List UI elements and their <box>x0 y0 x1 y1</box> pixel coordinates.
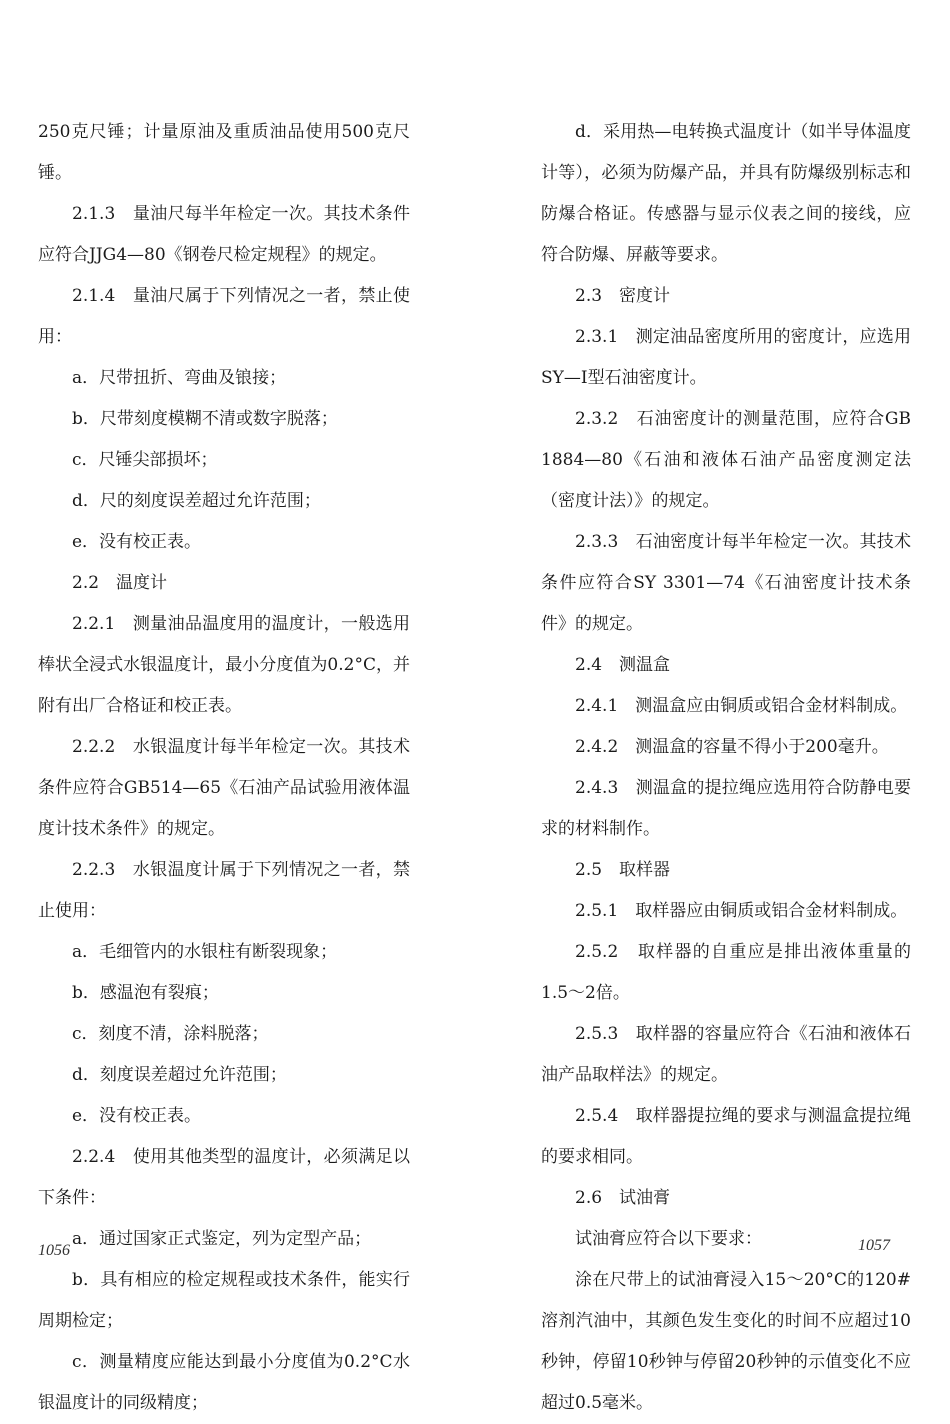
paragraph: 2.2 温度计 <box>72 573 168 593</box>
paragraph: 250克尺锤；计量原油及重质油品使用500克尺锤。 <box>38 122 410 183</box>
paragraph: b．感温泡有裂痕； <box>72 983 219 1003</box>
paragraph: 2.2.4 使用其他类型的温度计，必须满足以下条件： <box>38 1147 410 1208</box>
right-page-column <box>541 112 911 1424</box>
page-number-right: 1057 <box>858 1237 890 1254</box>
paragraph: 2.2.3 水银温度计属于下列情况之一者，禁止使用： <box>38 860 410 921</box>
paragraph: b．具有相应的检定规程或技术条件，能实行周期检定； <box>38 1270 410 1331</box>
paragraph: 2.4.1 测温盒应由铜质或铝合金材料制成。 <box>575 696 908 716</box>
left-page-column <box>38 112 410 1424</box>
paragraph: 2.3.1 测定油品密度所用的密度计，应选用SY—Ⅰ型石油密度计。 <box>541 327 911 388</box>
paragraph: 2.3.2 石油密度计的测量范围，应符合GB 1884—80《石油和液体石油产品密度测定法（密度计法）》的规定。 <box>541 409 911 511</box>
paragraph: e．没有校正表。 <box>72 1106 202 1126</box>
paragraph: 2.4.2 测温盒的容量不得小于200毫升。 <box>575 737 889 757</box>
paragraph: 涂在尺带上的试油膏浸入15～20°C的120#溶剂汽油中，其颜色发生变化的时间不应超过10秒钟，停留10秒钟与停留20秒钟的示值变化不应超过0.5毫米。 <box>541 1270 911 1413</box>
paragraph: a．毛细管内的水银柱有断裂现象； <box>72 942 338 962</box>
paragraph: 2.2.1 测量油品温度用的温度计，一般选用棒状全浸式水银温度计，最小分度值为0.2°C，并附有出厂合格证和校正表。 <box>38 614 410 716</box>
paragraph: 试油膏应符合以下要求： <box>575 1229 762 1249</box>
paragraph: c．刻度不清，涂料脱落； <box>72 1024 269 1044</box>
paragraph: 2.5.3 取样器的容量应符合《石油和液体石油产品取样法》的规定。 <box>541 1024 911 1085</box>
paragraph: 2.3.3 石油密度计每半年检定一次。其技术条件应符合SY 3301—74《石油密度计技术条件》的规定。 <box>541 532 911 634</box>
paragraph: 2.5 取样器 <box>575 860 671 880</box>
paragraph: c．尺锤尖部损坏； <box>72 450 218 470</box>
paragraph: 2.5.2 取样器的自重应是排出液体重量的1.5～2倍。 <box>541 942 911 1003</box>
paragraph: d．刻度误差超过允许范围； <box>72 1065 287 1085</box>
paragraph: 2.1.3 量油尺每半年检定一次。其技术条件应符合JJG4—80《钢卷尺检定规程》的规定。 <box>38 204 410 265</box>
paragraph: c．测量精度应能达到最小分度值为0.2°C水银温度计的同级精度； <box>38 1352 410 1413</box>
paragraph: 2.4 测温盒 <box>575 655 671 675</box>
paragraph: a．尺带扭折、弯曲及锒接； <box>72 368 287 388</box>
paragraph: b．尺带刻度模糊不清或数字脱落； <box>72 409 338 429</box>
paragraph: e．没有校正表。 <box>72 532 202 552</box>
paragraph: a．通过国家正式鉴定，列为定型产品； <box>72 1229 372 1249</box>
page-number-left: 1056 <box>38 1242 70 1259</box>
paragraph: d．尺的刻度误差超过允许范围； <box>72 491 321 511</box>
paragraph: 2.5.1 取样器应由铜质或铝合金材料制成。 <box>575 901 908 921</box>
paragraph: 2.5.4 取样器提拉绳的要求与测温盒提拉绳的要求相同。 <box>541 1106 911 1167</box>
paragraph: 2.2.2 水银温度计每半年检定一次。其技术条件应符合GB514—65《石油产品试验用液体温度计技术条件》的规定。 <box>38 737 410 839</box>
paragraph: 2.3 密度计 <box>575 286 671 306</box>
paragraph: 2.6 试油膏 <box>575 1188 671 1208</box>
paragraph: 2.4.3 测温盒的提拉绳应选用符合防静电要求的材料制作。 <box>541 778 911 839</box>
paragraph: 2.1.4 量油尺属于下列情况之一者，禁止使用： <box>38 286 410 347</box>
paragraph: d．采用热—电转换式温度计（如半导体温度计等），必须为防爆产品，并具有防爆级别标志和防爆合格证。传感器与显示仪表之间的接线，应符合防爆、屏蔽等要求。 <box>541 122 911 265</box>
